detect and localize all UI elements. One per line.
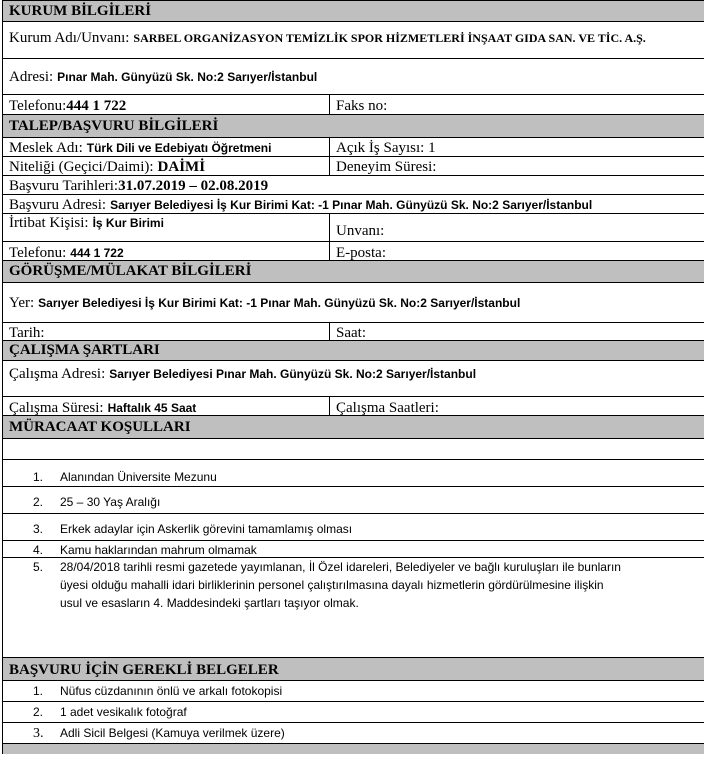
- field-label: Faks no:: [336, 98, 388, 114]
- field-label: Telefonu:: [9, 98, 67, 114]
- section-header-calisma: [3, 341, 704, 361]
- section-header-gorusme: [3, 261, 704, 283]
- field-label: Saat:: [336, 325, 366, 340]
- talep-tarih-row: [3, 176, 704, 195]
- basvuru-tarih-value: 31.07.2019 – 02.08.2019: [118, 178, 269, 194]
- irtibat-value: İş Kur Birimi: [92, 216, 164, 230]
- field-label: Çalışma Adresi:: [9, 366, 106, 382]
- section-title: MÜRACAAT KOŞULLARI: [9, 419, 191, 435]
- field-label: Yer:: [9, 295, 35, 311]
- section-title: GÖRÜŞME/MÜLAKAT BİLGİLERİ: [9, 263, 252, 279]
- section-header-muracaat: [3, 416, 704, 439]
- talep-adres-row: [3, 195, 704, 214]
- application-form: [2, 0, 704, 754]
- acik-is-sayisi: Açık İş Sayısı: 1: [336, 140, 436, 156]
- nitelik-value: DAİMİ: [157, 159, 206, 175]
- list-number: 5.: [33, 560, 44, 574]
- kurum-telefon-value: 444 1 722: [66, 98, 127, 114]
- list-text-line: usul ve esasların 4. Maddesindeki şartları taşıyor olmak.: [60, 596, 359, 610]
- list-number: 2.: [33, 705, 44, 719]
- field-label: Çalışma Süresi:: [9, 400, 104, 415]
- field-label: Kurum Adı/Unvanı:: [9, 30, 130, 46]
- list-item: [3, 514, 704, 541]
- field-label: Deneyim Süresi:: [336, 159, 437, 175]
- list-text: Erkek adaylar için Askerlik görevini tamamlamış olması: [60, 522, 353, 536]
- field-label: Tarih:: [9, 325, 45, 340]
- field-label: Adresi:: [9, 69, 54, 85]
- calisma-adres-value: Sarıyer Belediyesi Pınar Mah. Günyüzü Sk. No:2 Sarıyer/İstanbul: [109, 367, 477, 381]
- next-section-header: [3, 744, 704, 754]
- kurum-ad-value: SARBEL ORGANİZASYON TEMİZLİK SPOR HİZMETLERİ İNŞAAT GIDA SAN. VE TİC. A.Ş.: [133, 31, 646, 45]
- muracaat-blank-row: [3, 439, 704, 460]
- talep-meslek-row: [3, 138, 704, 157]
- field-label: Başvuru Adresi:: [9, 197, 107, 213]
- gorusme-yer-row: [3, 283, 704, 323]
- list-text: 1 adet vesikalık fotoğraf: [60, 705, 187, 719]
- list-text: Adli Sicil Belgesi (Kamuya verilmek üzere): [60, 726, 285, 740]
- calisma-adres-row: [3, 361, 704, 397]
- list-item: [3, 541, 704, 558]
- talep-nitelik-row: [3, 157, 704, 176]
- talep-telefon-row: [3, 242, 704, 261]
- list-text-line: üyesi olduğu mahalli idari birliklerinin personel çalıştırılmasına dayalı hizmetlerin gördürülmesine ilişkin: [60, 578, 604, 592]
- field-label: İrtibat Kişisi:: [9, 215, 89, 231]
- field-label: Çalışma Saatleri:: [336, 400, 439, 415]
- gorusme-yer-value: Sarıyer Belediyesi İş Kur Birimi Kat: -1 Pınar Mah. Günyüzü Sk. No:2 Sarıyer/İstanbul: [38, 296, 521, 310]
- field-label: Meslek Adı:: [9, 140, 83, 156]
- list-number: 1.: [33, 470, 44, 484]
- field-label: Başvuru Tarihleri:: [9, 178, 119, 194]
- section-title: ÇALIŞMA ŞARTLARI: [9, 342, 160, 358]
- kurum-adres-row: [3, 59, 704, 95]
- kurum-ad-row: [3, 22, 704, 59]
- list-item: [3, 702, 704, 723]
- talep-irtibat-row: [3, 214, 704, 242]
- section-title: KURUM BİLGİLERİ: [9, 3, 152, 19]
- list-number: 3.: [33, 726, 44, 741]
- list-text-line: 28/04/2018 tarihli resmi gazetede yayımlanan, İl Özel idareleri, Belediyeler ve bağlı kuruluşları ile bunların: [60, 560, 621, 574]
- meslek-value: Türk Dili ve Edebiyatı Öğretmeni: [86, 141, 272, 155]
- list-text: 25 – 30 Yaş Aralığı: [60, 495, 161, 509]
- field-label: Unvanı:: [336, 223, 385, 239]
- section-title: TALEP/BAŞVURU BİLGİLERİ: [9, 118, 219, 134]
- list-number: 2.: [33, 495, 44, 509]
- calisma-sure-row: [3, 397, 704, 416]
- list-number: 1.: [33, 684, 44, 698]
- calisma-sure-value: Haftalık 45 Saat: [107, 401, 197, 415]
- list-text: Alanından Üniversite Mezunu: [60, 470, 217, 484]
- list-item: [3, 558, 704, 658]
- talep-telefon-value: 444 1 722: [70, 246, 124, 260]
- kurum-adres-value: Pınar Mah. Günyüzü Sk. No:2 Sarıyer/İstanbul: [57, 70, 318, 84]
- section-header-kurum: [3, 0, 704, 22]
- list-number: 3.: [33, 522, 44, 536]
- list-text: Kamu haklarından mahrum olmamak: [60, 543, 257, 557]
- list-item: [3, 460, 704, 487]
- list-text: Nüfus cüzdanının önlü ve arkalı fotokopisi: [60, 684, 283, 698]
- list-number: 4.: [33, 543, 44, 557]
- list-item: [3, 487, 704, 514]
- basvuru-adres-value: Sarıyer Belediyesi İş Kur Birimi Kat: -1 Pınar Mah. Günyüzü Sk. No:2 Sarıyer/İstanbul: [110, 198, 593, 212]
- section-header-belgeler: [3, 658, 704, 681]
- field-label: Telefonu:: [9, 245, 67, 260]
- list-item: [3, 723, 704, 744]
- kurum-telefon-row: [3, 95, 704, 115]
- section-title: BAŞVURU İÇİN GEREKLİ BELGELER: [9, 662, 279, 678]
- gorusme-tarih-row: [3, 323, 704, 341]
- field-label: E-posta:: [336, 245, 386, 260]
- field-label: Niteliği (Geçici/Daimi):: [9, 159, 154, 175]
- list-item: [3, 681, 704, 702]
- section-header-talep: [3, 115, 704, 138]
